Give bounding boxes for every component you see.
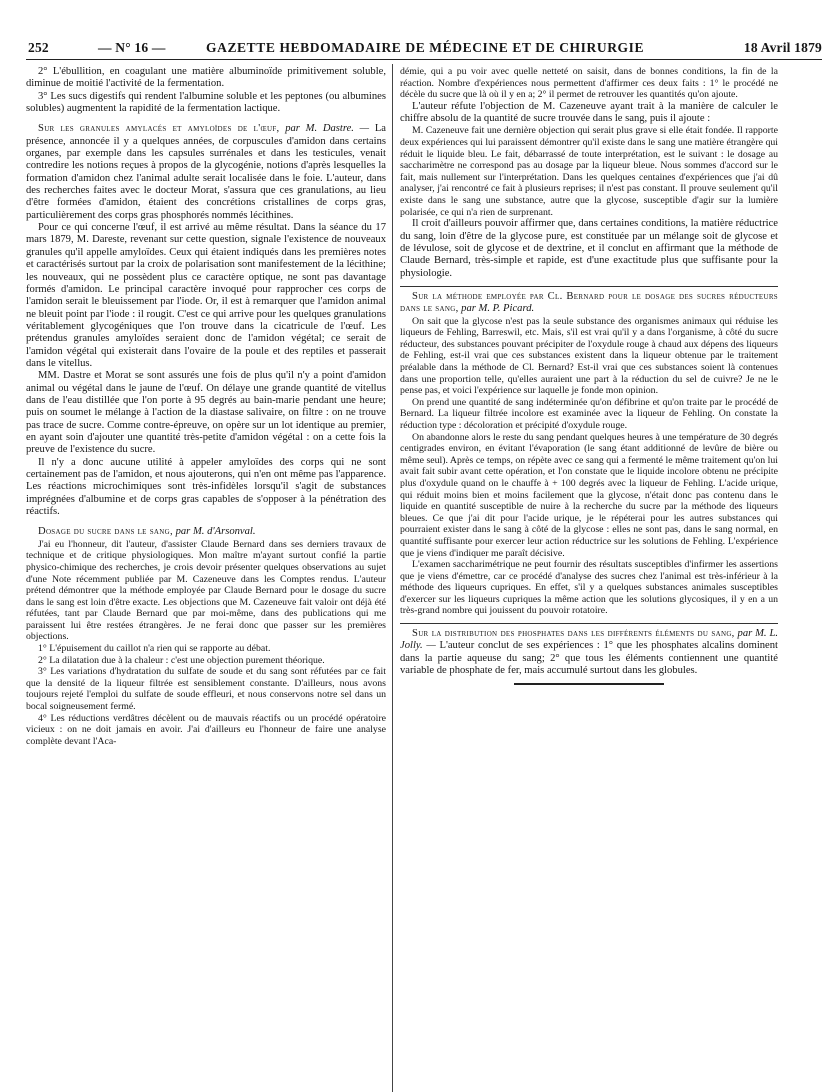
section-heading	[26, 526, 386, 538]
list-item: 3° Les variations d'hydratation du sulfate de soude et du sang sont réfutées par ce fait que la densité de la liqueur filtrée est sensiblement constante. D'ailleurs, nous avons toujours rejeté l'emploi du sulfate de soude effleuri, et nous conservons notre sel dans un bocal soigneusement fermé.	[26, 666, 386, 713]
list-item: 4° Les réductions verdâtres décèlent ou de mauvais réactifs ou un procédé opératoire vicieux : on ne doit jamais en avoir. J'ai d'ailleurs eu l'honneur de faire une analyse complète devant l'Aca-	[26, 712, 386, 747]
paragraph: 2° L'ébullition, en coagulant une matière albuminoïde primitivement soluble, diminue de moitié l'activité de la fermentation.	[26, 66, 386, 90]
paragraph: L'auteur réfute l'objection de M. Cazeneuve ayant trait à la manière de calculer le chiffre absolu de la quantité de sucre trouvée dans le sang, puis il ajoute :	[400, 100, 778, 125]
running-header	[28, 38, 822, 58]
paragraph: Pour ce qui concerne l'œuf, il est arrivé au même résultat. Dans la séance du 17 mars 1879, M. Dareste, revenant sur cette question, signale l'existence de nouveaux granules qu'il appelle amyloïdes. Ceux qui étaient indiqués dans les premières notes et caractérisés surtout par la croix de polarisation sont manifestement de la lécithine; les nouveaux, qui ne possèdent plus ce caractère optique, ne sont pas davantage formés d'amidon. Le principal caractère invoqué pour rapprocher ces corps de l'amidon serait le bleuissement par l'iode. Or, il est à remarquer que l'amidon animal ne bleuit point par l'iode : il rougit. C'est ce qui arrive pour les quelques granulations véritablement glycogéniques que l'on trouve dans la cicatricule de l'œuf. Les prétendus granules amyloïdes seraient donc de l'amidon végétal; ce serait de l'amidon végétal qui existerait dans l'ovaire de la poule et des reptiles et passerait dans le vitellus.	[26, 222, 386, 369]
paragraph: J'ai eu l'honneur, dit l'auteur, d'assister Claude Bernard dans ses derniers travaux de technique et de critique physiologiques. Mon maître m'ayant surtout confié la partie physico-chimique des recherches, je crois devoir présenter quelques observations au sujet d'une Note récemment publiée par M. Cazeneuve dans les Comptes rendus. L'auteur prétend démontrer que la méthode employée par Claude Bernard pour le dosage du sucre dans le sang est loin d'être exacte. Les objections que M. Cazeneuve fait valoir ont déjà été réfutées, tant par Claude Bernard que par moi-même, dans des publications qui me paraissent lui être restées étrangères. Je ne ferai donc que passer sur les premières objections.	[26, 538, 386, 643]
issue-date: 18 Avril 1879	[743, 40, 822, 55]
list-item: 2° La dilatation due à la chaleur : c'est une objection purement théorique.	[38, 654, 325, 666]
paragraph: On abandonne alors le reste du sang pendant quelques heures à une température de 30 degrés centigrades environ, en évitant l'évaporation (le sang étant additionné de levûre de bière ou même seul). Après ce temps, on répète avec ce sang qui a fermenté le même traitement qu'on lui avait fait subir avant cette opération, et l'on constate que le liquide incolore obtenu ne précipite plus d'oxydule quand on le chauffe à + 100 degrés avec la liqueur de Fehling. L'acide urique, qui réduit moins bien et moins facilement que la glycose, n'était donc pas contenu dans le liquide en quantité susceptible de nuire à la recherche du sucre par la méthode des liqueurs bleues. Ce que j'ai dit pour l'acide urique, je le répéterai pour les autres substances qui pourraient exister dans le sang à côté de la glycose : elles ne sont pas, dans le sang normal, en quantité suffisante pour exercer leur action réductrice sur les solutions de Fehling. L'expérience que je viens d'indiquer me paraît décisive.	[400, 431, 778, 559]
section-author: par M. d'Arsonval.	[175, 526, 256, 538]
quoted-paragraph: M. Cazeneuve fait une dernière objection qui serait plus grave si elle était fondée. Il rapporte deux expériences qui lui paraissent démontrer qu'il existe dans le sang une matière étrangère qui réduit le liquide bleu. Le fait, débarrassé de toute interprétation, est le suivant : le dosage au saccharimètre ne correspond pas au dosage par la liqueur bleue. Nous sommes d'accord sur le fait, mais nullement sur l'interprétation. Dans les quelques centaines d'expériences que j'ai dû analyser, j'ai rencontré ce fait à plusieurs reprises; il n'est pas constant. Il prouve seulement qu'il existe dans le sang une substance, autre que la glycose, susceptible d'agir sur la lumière polarisée, ce qui n'a rien de surprenant.	[400, 125, 778, 218]
section-title: Sur les granules amylacés et amyloïdes de l'œuf,	[38, 123, 280, 135]
left-column	[26, 66, 386, 747]
paragraph: On sait que la glycose n'est pas la seule substance des organismes animaux qui réduise les liqueurs de Fehling, Barreswil, etc. Mais, s'il est vrai qu'il y a dans l'organisme, à côté du sucre réducteur, des substances pouvant précipiter de l'oxydule rouge à chaud aux dépens des liqueurs de Fehling, est-il vrai que ces substances existent dans la liqueur obtenue par le traitement préalable dans la méthode de Cl. Bernard? Est-il vrai que ces substances soient là contenues dans une proportion telle, qu'elles auraient une part à la réduction du sel de cuivre? Je ne le pense pas, et voici l'expérience sur laquelle je fonde mon opinion.	[400, 315, 778, 397]
paragraph: 3° Les sucs digestifs qui rendent l'albumine soluble et les peptones (ou albumines solubles) augmentent la rapidité de la fermentation lactique.	[26, 90, 386, 115]
paragraph: La présence, annoncée il y a quelques années, de corpuscules d'amidon dans certains organes, par exemple dans les capsules surrénales et dans les testicules, venait contredire les notions reçues à propos de la glycogénie, notions d'après lesquelles la formation d'amidon chez l'animal adulte serait localisée dans le foie. L'auteur, dans des recherches faites avec le docteur Morat, s'assura que ces granulations, au lieu d'être formées d'amidon, étaient des concrétions cristallines de corps gras, particulièrement des corps gras phosphorés nommés lécithines.	[26, 123, 386, 221]
paragraph: MM. Dastre et Morat se sont assurés une fois de plus qu'il n'y a point d'amidon animal ou végétal dans le jaune de l'œuf. On délaye une grande quantité de vitellus dans de l'eau distillée que l'on porte à 95 degrés au bain-marie pendant une heure; puis on soumet le mélange à l'action de la diastase salivaire, on filtre : on ne trouve pas trace de sucre. Comme contre-épreuve, on opère sur un lot identique au premier, en ayant soin d'ajouter une quantité très-petite d'amidon végétal : on a cette fois la preuve de l'existence du sucre.	[26, 370, 386, 456]
list-item: 1° L'épuisement du caillot n'a rien qui se rapporte au débat.	[38, 643, 271, 655]
journal-title: GAZETTE HEBDOMADAIRE DE MÉDECINE ET DE CHIRURGIE	[206, 40, 645, 55]
section-heading	[400, 291, 778, 316]
section-title: Sur la distribution des phosphates dans les différents éléments du sang,	[412, 628, 735, 640]
section-author: par M. L. Jolly. —	[400, 628, 779, 652]
paragraph: démie, qui a pu voir avec quelle netteté on saisit, dans de bonnes conditions, la fin de la réaction. Nombre d'expériences nous permettent d'affirmer ces deux faits : 1° le procédé ne décèle du sucre que là où il y en a; 2° il permet de retrouver les quantités qu'on ajoute.	[400, 66, 778, 101]
section-divider	[400, 623, 778, 624]
journal-page	[26, 38, 822, 1068]
paragraph: L'auteur conclut de ses expériences : 1° que les phosphates alcalins dominent dans la partie aqueuse du sang; 2° que tous les éléments contiennent une quantité variable de phosphate de fer, mais accumulé surtout dans les globules.	[400, 640, 778, 677]
column-separator	[392, 64, 393, 1092]
issue-number: — N° 16 —	[98, 40, 166, 55]
end-rule	[514, 683, 664, 685]
section-author: par M. Dastre. —	[285, 123, 370, 135]
section-heading	[400, 628, 778, 677]
section-heading	[26, 123, 386, 222]
paragraph: On prend une quantité de sang indéterminée qu'on défibrine et qu'on traite par le procédé de Bernard. La liqueur filtrée incolore est examinée avec la liqueur de Fehling. On constate la réduction type : décoloration et précipité d'oxydule rouge.	[400, 396, 778, 431]
header-rule	[26, 59, 822, 60]
section-divider	[400, 286, 778, 287]
right-column	[400, 66, 778, 685]
paragraph: L'examen saccharimétrique ne peut fournir des résultats susceptibles d'infirmer les assertions que je viens d'émettre, car ce procédé d'analyse des sucres chez l'animal est très-inférieur à la méthode des liqueurs cupriques. En effet, s'il y a quelques substances animales susceptibles d'exercer sur les liqueurs cupriques la même action que les solutions glycosiques, il y en a un très-grand nombre qui jouissent du pouvoir rotatoire.	[400, 559, 778, 617]
paragraph: Il n'y a donc aucune utilité à appeler amyloïdes des corps qui ne sont certainement pas de l'amidon, et nous ajouterons, qui n'en ont même pas l'apparence. Les réactions microchimiques sont très-infidèles lorsqu'il s'agit de substances imprégnées d'albumine et de corps gras capables de s'opposer à la pénétration des réactifs.	[26, 456, 386, 518]
section-title: Sur la méthode employée par Cl. Bernard pour le dosage des sucres réducteurs dans le sang,	[400, 290, 778, 315]
section-author: par M. P. Picard.	[461, 303, 535, 315]
page-number: 252	[28, 40, 49, 55]
paragraph: Il croit d'ailleurs pouvoir affirmer que, dans certaines conditions, la matière réductrice du sang, loin d'être de la glycose pure, est constituée par un mélange soit de glycose et de lévulose, soit de glycose et de dextrine, et il conclut en affirmant que la méthode de Claude Bernard, très-simple et rapide, est d'une exactitude plus que suffisante pour la physiologie.	[400, 218, 778, 279]
section-title: Dosage du sucre dans le sang,	[38, 526, 173, 538]
